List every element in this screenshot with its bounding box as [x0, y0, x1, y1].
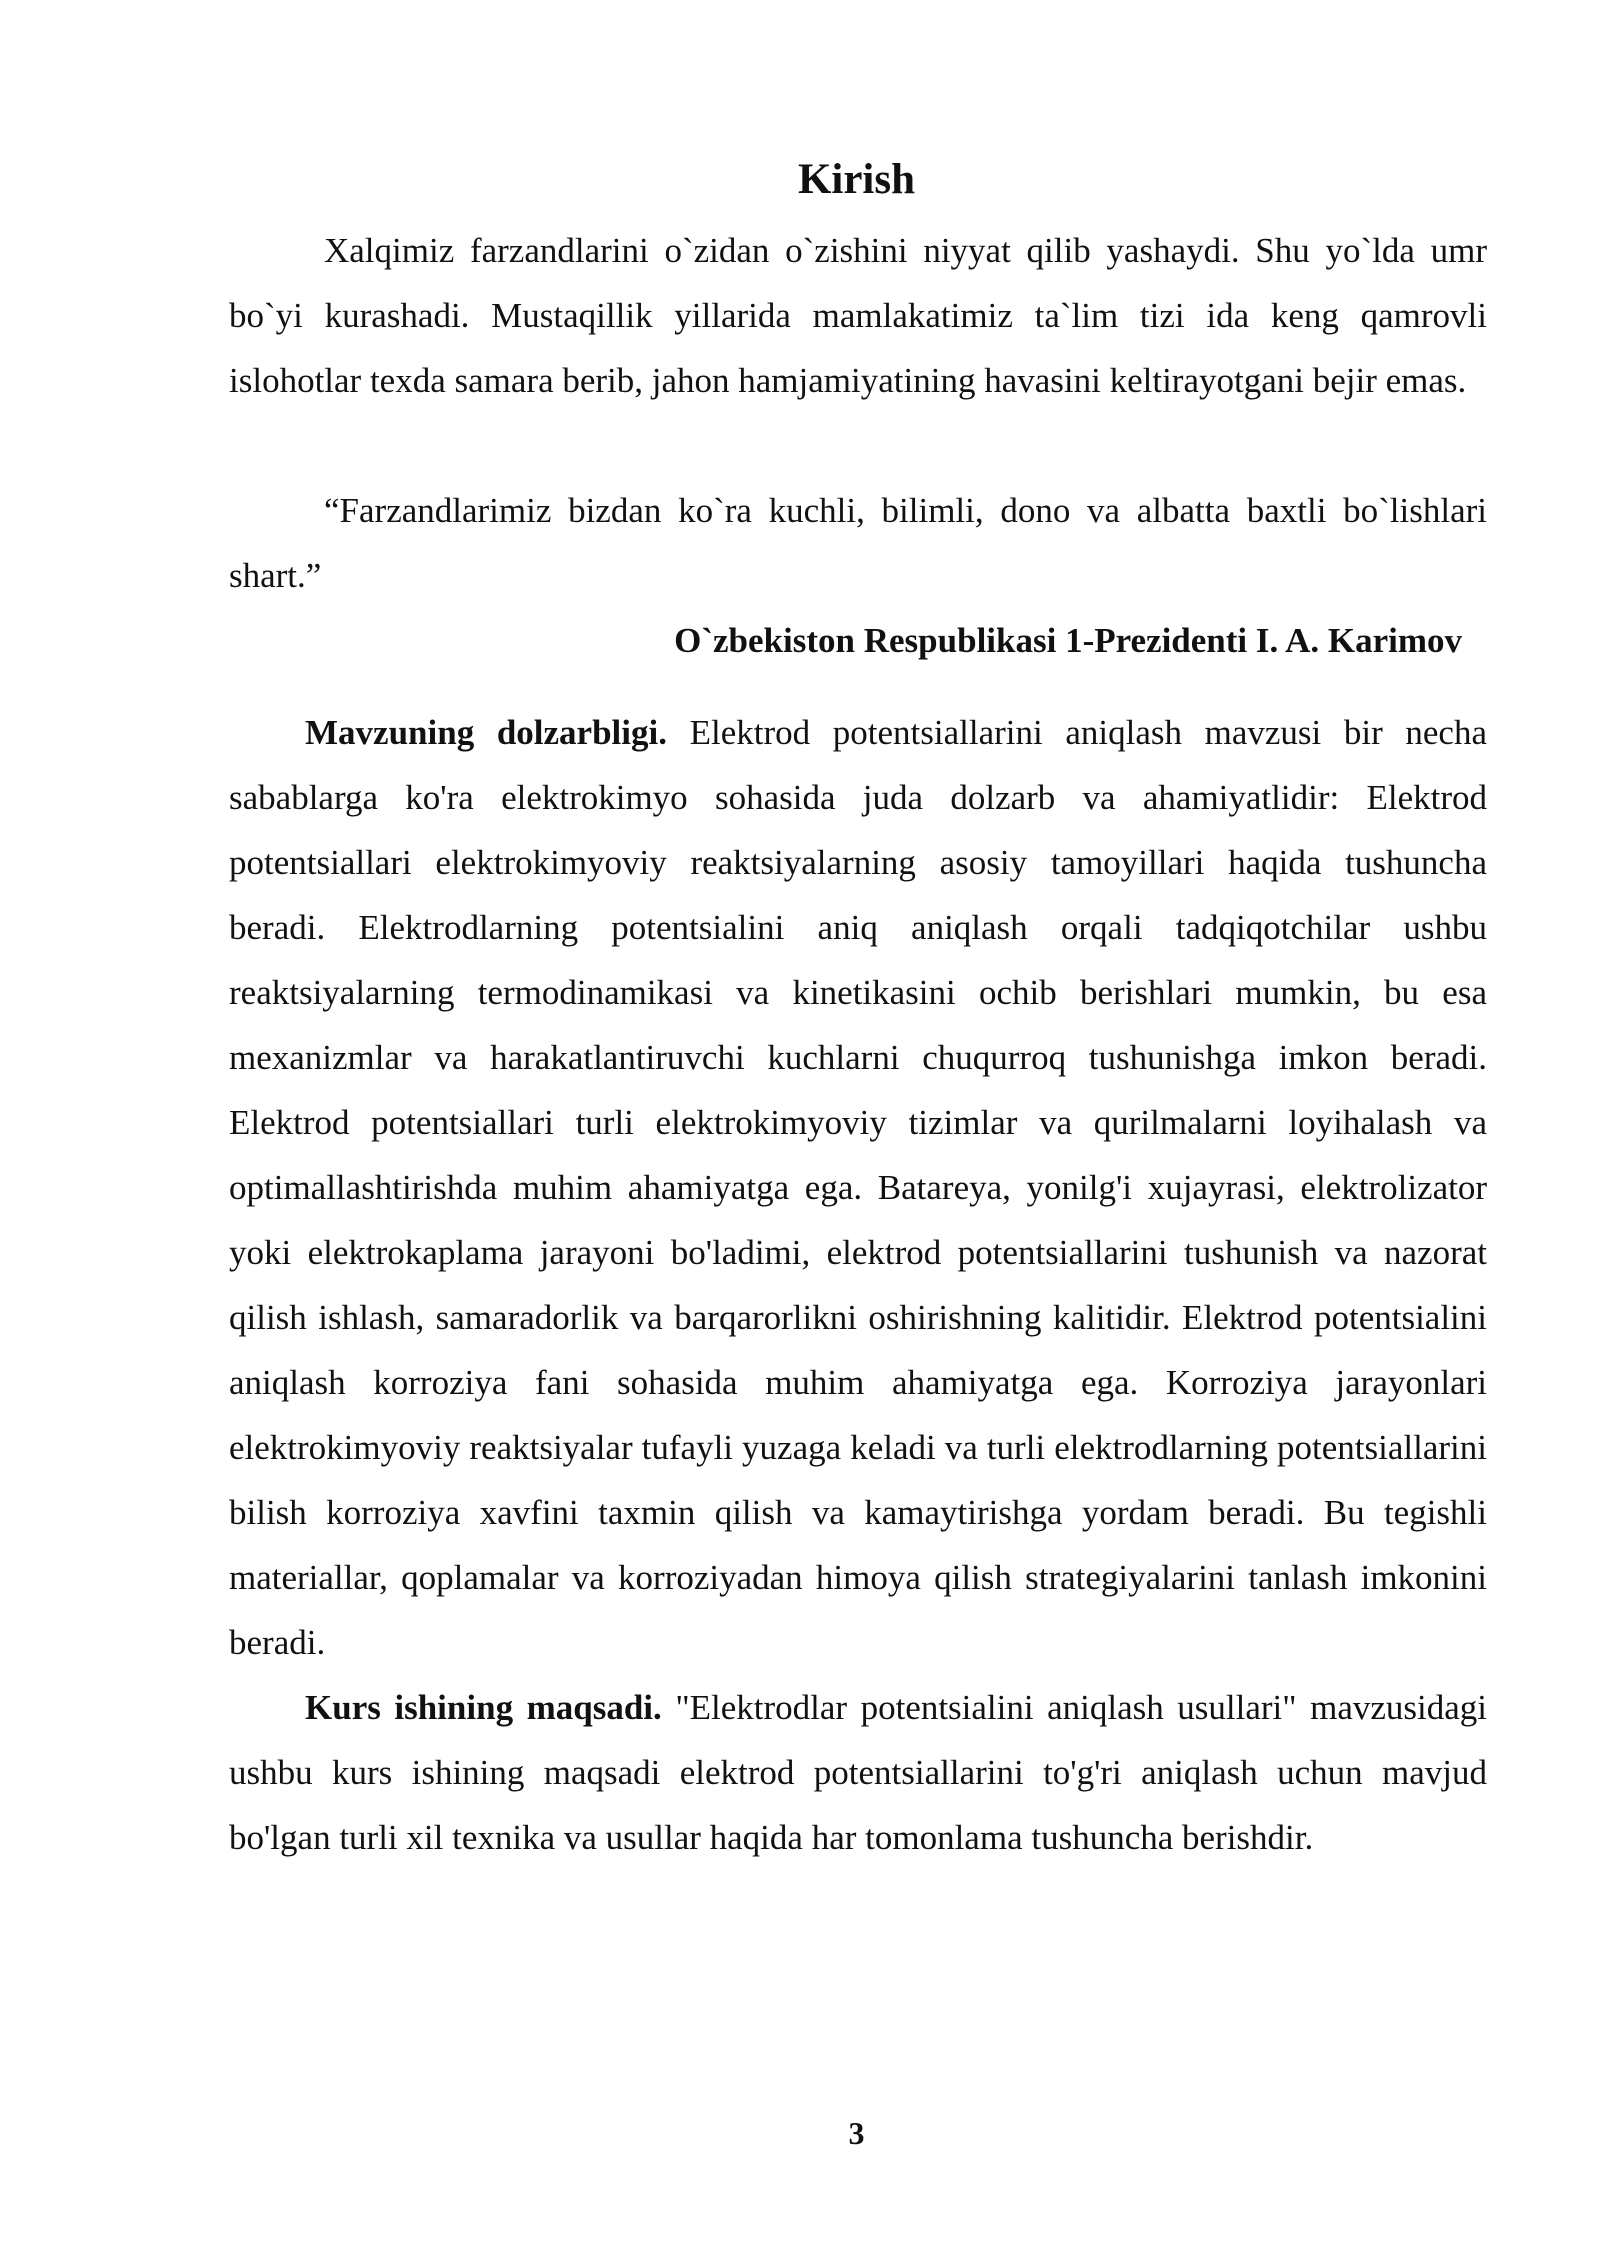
page-title: Kirish: [797, 156, 916, 203]
intro-paragraph: Xalqimiz farzandlarini o`zidan o`zishini niyyat qilib yashaydi. Shu yo`lda umr bo`yi kurashadi. Mustaqillik yillarida mamlakatimiz ta`lim tizi ida keng qamrovli islohotlar texda samara berib, jahon hamjamiyatining havasini keltirayotgani bejir emas.: [229, 231, 1487, 400]
quote-block: [229, 478, 1487, 608]
quote-author: O`zbekiston Respublikasi 1-Prezidenti I. A. Karimov: [674, 621, 1462, 660]
relevance-text: Elektrod potentsiallarini aniqlash mavzusi bir necha sabablarga ko'ra elektrokimyo sohasida juda dolzarb va ahamiyatlidir: Elektrod potentsiallari elektrokimyoviy reaktsiyalarning asosiy tamoyillari haqida tushuncha beradi. Elektrodlarning potentsialini aniq aniqlash orqali tadqiqotchilar ushbu reaktsiyalarning termodinamikasi va kinetikasini ochib berishlari mumkin, bu esa mexanizmlar va harakatlantiruvchi kuchlarni chuqurroq tushunishga imkon beradi. Elektrod potentsiallari turli elektrokimyoviy tizimlar va qurilmalarni loyihalash va optimallashtirishda muhim ahamiyatga ega. Batareya, yonilg'i xujayrasi, elektrolizator yoki elektrokaplama jarayoni bo'ladimi, elektrod potentsiallarini tushunish va nazorat qilish ishlash, samaradorlik va barqarorlikni oshirishning kalitidir. Elektrod potentsialini aniqlash korroziya fani sohasida muhim ahamiyatga ega. Korroziya jarayonlari elektrokimyoviy reaktsiyalar tufayli yuzaga keladi va turli elektrodlarning potentsiallarini bilish korroziya xavfini taxmin qilish va kamaytirishga yordam beradi. Bu tegishli materiallar, qoplamalar va korroziyadan himoya qilish strategiyalarini tanlash imkonini beradi.: [229, 713, 1487, 1662]
page-number: 3: [848, 2115, 865, 2151]
intro-paragraph-block: [229, 218, 1487, 413]
relevance-paragraph: [229, 700, 1487, 1675]
purpose-section: [229, 1675, 1487, 1870]
purpose-paragraph: [229, 1675, 1487, 1870]
relevance-section: [229, 700, 1487, 1675]
relevance-heading: Mavzuning dolzarbligi.: [305, 713, 667, 752]
quote-text: “Farzandlarimiz bizdan ko`ra kuchli, bilimli, dono va albatta baxtli bo`lishlari shart.”: [229, 491, 1487, 595]
purpose-text: "Elektrodlar potentsialini aniqlash usullari" mavzusidagi ushbu kurs ishining maqsadi elektrod potentsiallarini to'g'ri aniqlash uchun mavjud bo'lgan turli xil texnika va usullar haqida har tomonlama tushuncha berishdir.: [229, 1688, 1487, 1857]
purpose-heading: Kurs ishining maqsadi.: [305, 1688, 662, 1727]
